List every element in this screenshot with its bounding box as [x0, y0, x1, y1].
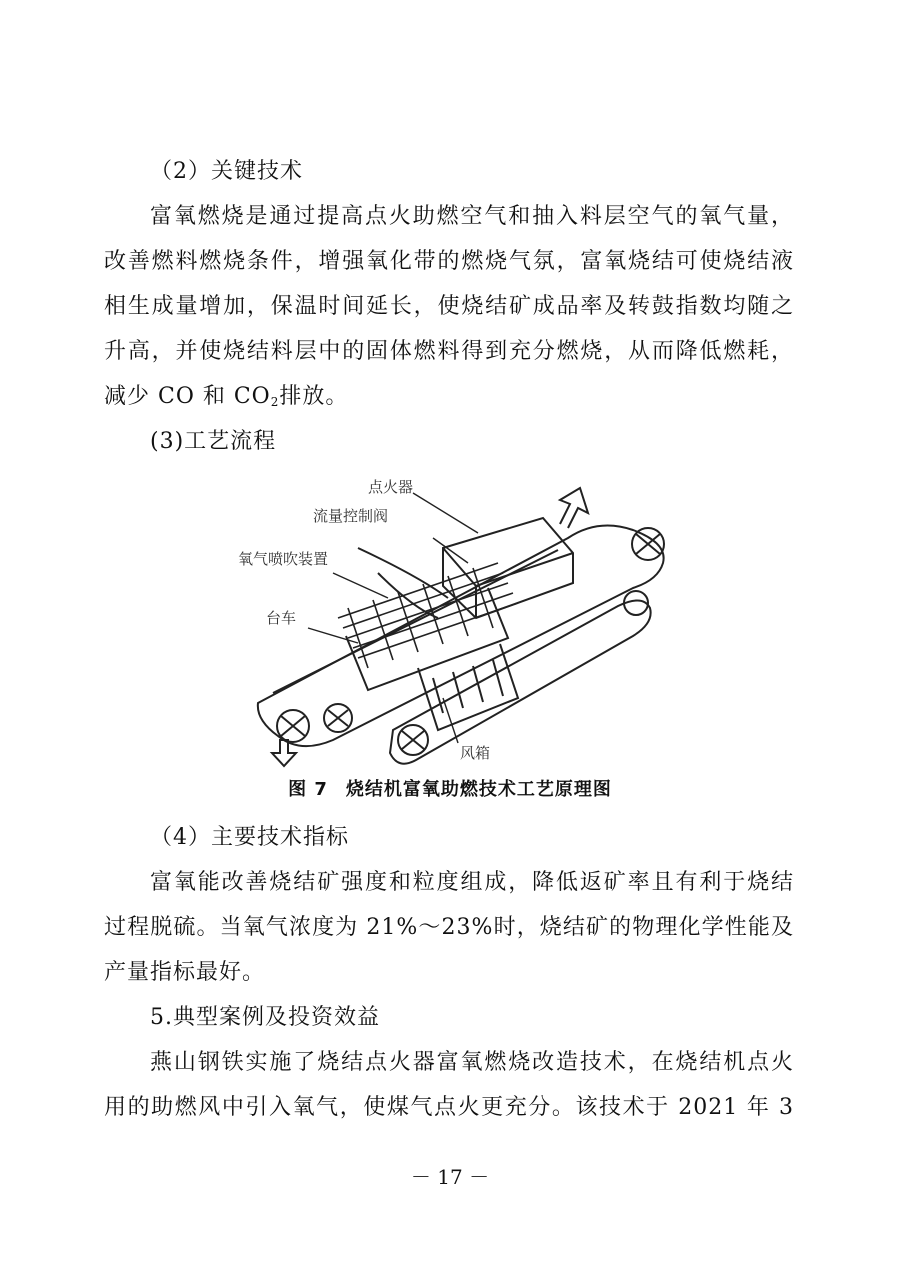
paragraph-line: 产量指标最好。	[104, 960, 266, 985]
paragraph-last-line	[104, 382, 794, 417]
sintering-machine-diagram	[238, 468, 676, 776]
page-number: － 17 －	[410, 1165, 490, 1189]
paragraph-line: 升高，并使烧结料层中的固体燃料得到充分燃烧，从而降低燃耗，	[104, 339, 794, 364]
label-igniter: 点火器	[368, 478, 414, 496]
label-oxygen-spray-device: 氧气喷吹装置	[238, 550, 329, 568]
figure-caption	[0, 776, 900, 804]
label-wind-box: 风箱	[460, 744, 491, 762]
paragraph-line: 过程脱硫。当氧气浓度为 21%～23%时，烧结矿的物理化学性能及	[104, 915, 794, 940]
figure-number: 图 7	[288, 779, 328, 800]
heading-key-technology: （2）关键技术	[150, 159, 303, 184]
emission-suffix: 排放。	[279, 384, 349, 409]
paragraph-line: 富氧燃烧是通过提高点火助燃空气和抽入料层空气的氧气量，	[150, 204, 794, 229]
paragraph-line: 相生成量增加，保温时间延长，使烧结矿成品率及转鼓指数均随之	[104, 294, 794, 319]
co-emission-text: 减少 CO 和 CO	[104, 384, 271, 409]
paragraph-line: 燕山钢铁实施了烧结点火器富氧燃烧改造技术，在烧结机点火	[150, 1050, 794, 1075]
heading-typical-case: 5.典型案例及投资效益	[150, 1005, 380, 1030]
paragraph-line: 用的助燃风中引入氧气，使煤气点火更充分。该技术于 2021 年 3	[104, 1095, 794, 1120]
figure-title: 烧结机富氧助燃技术工艺原理图	[345, 779, 612, 800]
paragraph-line: 改善燃料燃烧条件，增强氧化带的燃烧气氛，富氧烧结可使烧结液	[104, 249, 794, 274]
label-trolley: 台车	[266, 609, 297, 627]
heading-process-flow: (3)工艺流程	[150, 429, 277, 454]
heading-main-indicators: （4）主要技术指标	[150, 825, 349, 850]
paragraph-line: 富氧能改善烧结矿强度和粒度组成，降低返矿率且有利于烧结	[150, 870, 794, 895]
label-flow-control-valve: 流量控制阀	[313, 507, 389, 525]
co2-subscript: 2	[270, 395, 280, 409]
